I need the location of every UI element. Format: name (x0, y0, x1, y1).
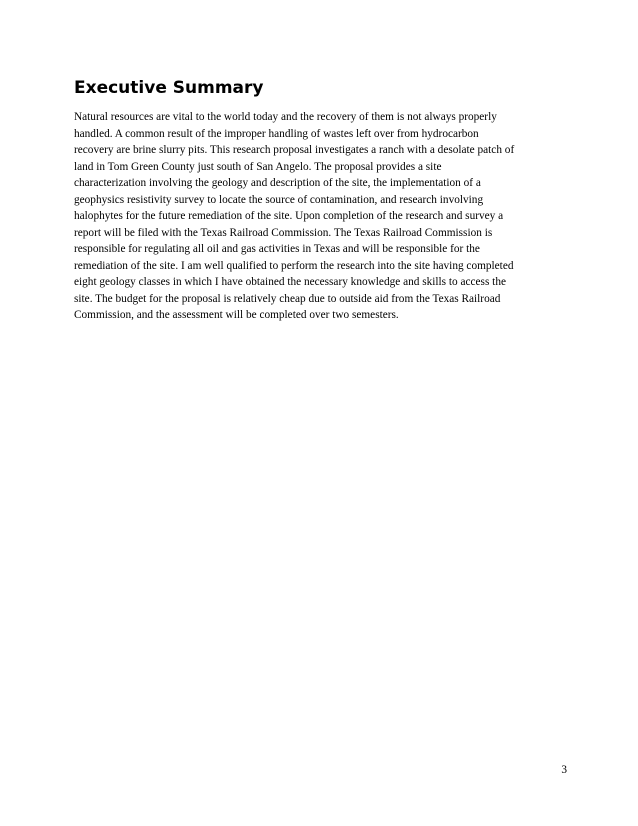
summary-paragraph (74, 109, 574, 324)
paragraph-line: geophysics resistivity survey to locate the source of contamination, and research involving (74, 193, 484, 206)
paragraph-line: eight geology classes in which I have obtained the necessary knowledge and skills to access the (74, 276, 506, 288)
paragraph-line: Commission, and the assessment will be completed over two semesters. (74, 309, 399, 321)
paragraph-line: recovery are brine slurry pits. This research proposal investigates a ranch with a desolate patch of (74, 144, 515, 156)
paragraph-line: handled. A common result of the improper handling of wastes left over from hydrocarbon (74, 127, 479, 140)
paragraph-line: responsible for regulating all oil and gas activities in Texas and will be responsible for the (74, 243, 480, 255)
paragraph-line: halophytes for the future remediation of the site. Upon completion of the research and survey a (74, 210, 504, 222)
paragraph-line: land in Tom Green County just south of San Angelo. The proposal provides a site (74, 160, 442, 173)
paragraph-line: Natural resources are vital to the world today and the recovery of them is not always properly (74, 111, 497, 123)
page-number: 3 (561, 764, 567, 776)
paragraph-line: characterization involving the geology and description of the site, the implementation of a (74, 177, 481, 189)
section-heading: Executive Summary (74, 78, 264, 98)
paragraph-line: report will be filed with the Texas Railroad Commission. The Texas Railroad Commission is (74, 226, 493, 239)
paragraph-line: remediation of the site. I am well qualified to perform the research into the site having completed (74, 259, 514, 272)
paragraph-line: site. The budget for the proposal is relatively cheap due to outside aid from the Texas Railroad (74, 292, 501, 305)
